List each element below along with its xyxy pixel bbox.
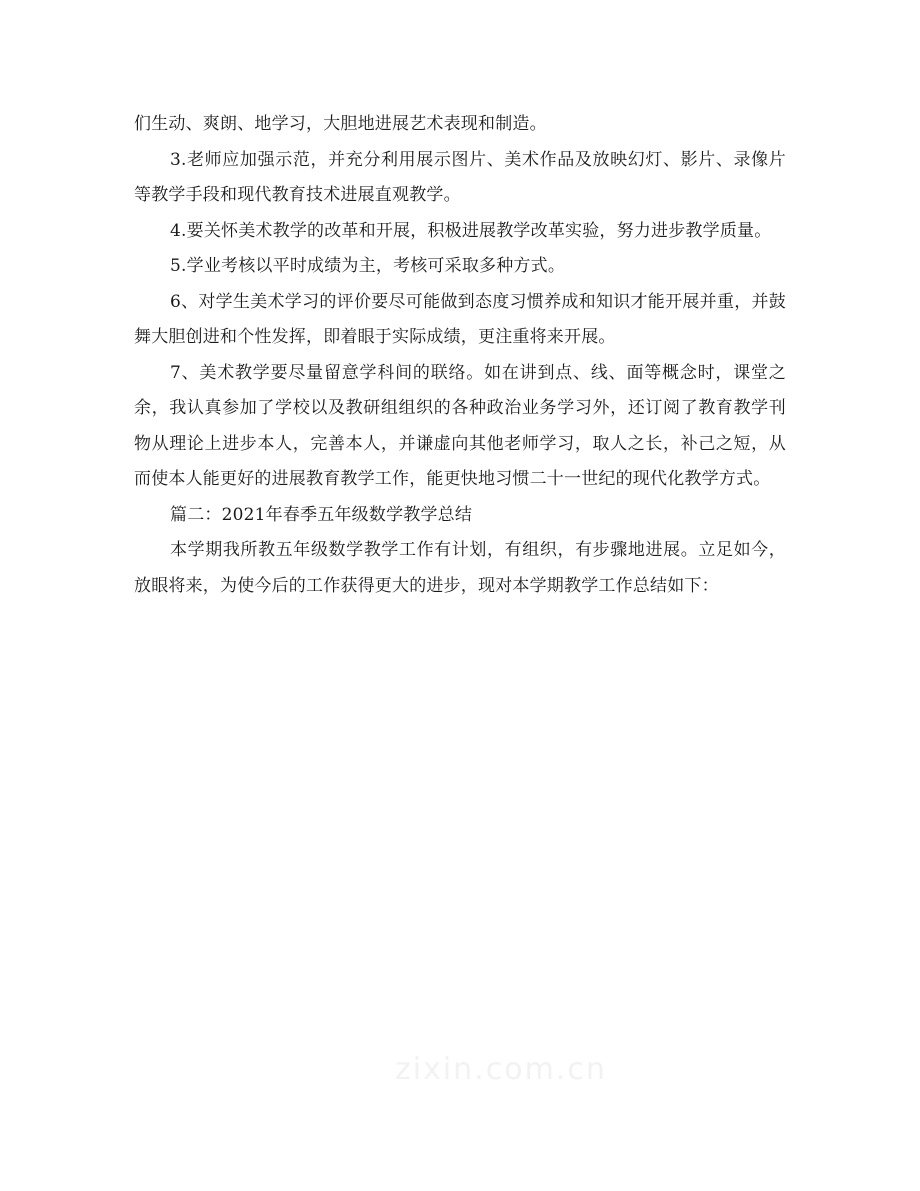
paragraph-item-5: 5.学业考核以平时成绩为主，考核可采取多种方式。 bbox=[170, 256, 566, 276]
paragraph-item-3: 3.老师应加强示范，并充分利用展示图片、美术作品及放映幻灯、影片、录像片等教学手段和现代教育技术进展直观教学。 bbox=[134, 149, 786, 205]
document-body bbox=[134, 107, 786, 604]
paragraph-item-6: 6、对学生美术学习的评价要尽可能做到态度习惯养成和知识才能开展并重，并鼓舞大胆创进和个性发挥，即着眼于实际成绩，更注重将来开展。 bbox=[134, 291, 786, 347]
paragraph-continuation: 们生动、爽朗、地学习，大胆地进展艺术表现和制造。 bbox=[134, 114, 547, 134]
section-heading: 篇二：2021年春季五年级数学教学总结 bbox=[170, 504, 473, 525]
paragraph-item-7: 7、美术教学要尽量留意学科间的联络。如在讲到点、线、面等概念时，课堂之余，我认真参加了学校以及教研组组织的各种政治业务学习外，还订阅了教育教学刊物从理论上进步本人，完善本人，并谦虚向其他老师学习，取人之长，补己之短，从而使本人能更好的进展教育教学工作，能更快地习惯二十一世纪的现代化教学方式。 bbox=[134, 362, 786, 489]
watermark: zixin.com.cn bbox=[395, 1052, 607, 1087]
paragraph-item-4: 4.要关怀美术教学的改革和开展，积极进展教学改革实验，努力进步教学质量。 bbox=[170, 220, 772, 241]
paragraph-intro: 本学期我所教五年级数学教学工作有计划，有组织，有步骤地进展。立足如今，放眼将来，为使今后的工作获得更大的进步，现对本学期教学工作总结如下： bbox=[134, 540, 786, 596]
